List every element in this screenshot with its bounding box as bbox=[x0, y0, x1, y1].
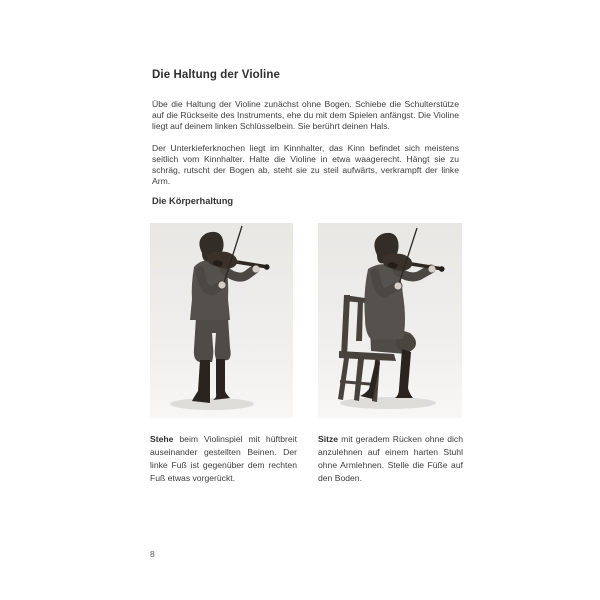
bow-hand bbox=[394, 282, 401, 289]
caption-text: beim Violinspiel mit hüftbreit auseinander gestellten Beinen. Der linke Fuß ist gegenüber dem rechten Fuß etwas vorgerückt. bbox=[150, 433, 297, 484]
floor-shadow bbox=[170, 398, 254, 410]
standing-violinist-photo bbox=[150, 223, 293, 418]
scan-smudge bbox=[338, 510, 356, 520]
neck-hand bbox=[252, 265, 259, 272]
caption-standing bbox=[150, 433, 297, 486]
caption-text: mit geradem Rücken ohne dich anzulehnen auf einem harten Stuhl ohne Armlehnen. Stelle die Füße auf den Boden. bbox=[318, 433, 463, 484]
seated-violinist-illustration bbox=[318, 223, 462, 418]
knicker-pants bbox=[194, 317, 231, 362]
page-title: Die Haltung der Violine bbox=[152, 68, 280, 81]
chin-rest-paragraph: Der Unterkieferknochen liegt im Kinnhalter, das Kinn befindet sich meistens seitlich vom Kinnhalter. Halte die Violine in etwa waagerecht. Hängt sie zu schräg, rutscht der Bogen ab, steht sie zu steil aufwärts, verkrampft der linke Arm. bbox=[152, 142, 459, 186]
section-subtitle: Die Körperhaltung bbox=[152, 195, 234, 206]
caption-seated bbox=[318, 433, 463, 486]
caption-lead-word: Sitze bbox=[318, 433, 339, 444]
intro-paragraph: Übe die Haltung der Violine zunächst ohne Bogen. Schiebe die Schulterstütze auf die Rückseite des Instruments, ehe du mit dem Spielen anfängst. Die Violine liegt auf deinem linken Schlüsselbein. Sie berührt deinen Hals. bbox=[152, 98, 459, 131]
seated-violinist-photo bbox=[318, 223, 462, 418]
caption-lead-word: Stehe bbox=[150, 433, 174, 444]
neck-hand bbox=[428, 265, 435, 272]
page-number: 8 bbox=[150, 549, 155, 559]
standing-violinist-illustration bbox=[150, 223, 293, 418]
bow-hand bbox=[218, 281, 225, 288]
